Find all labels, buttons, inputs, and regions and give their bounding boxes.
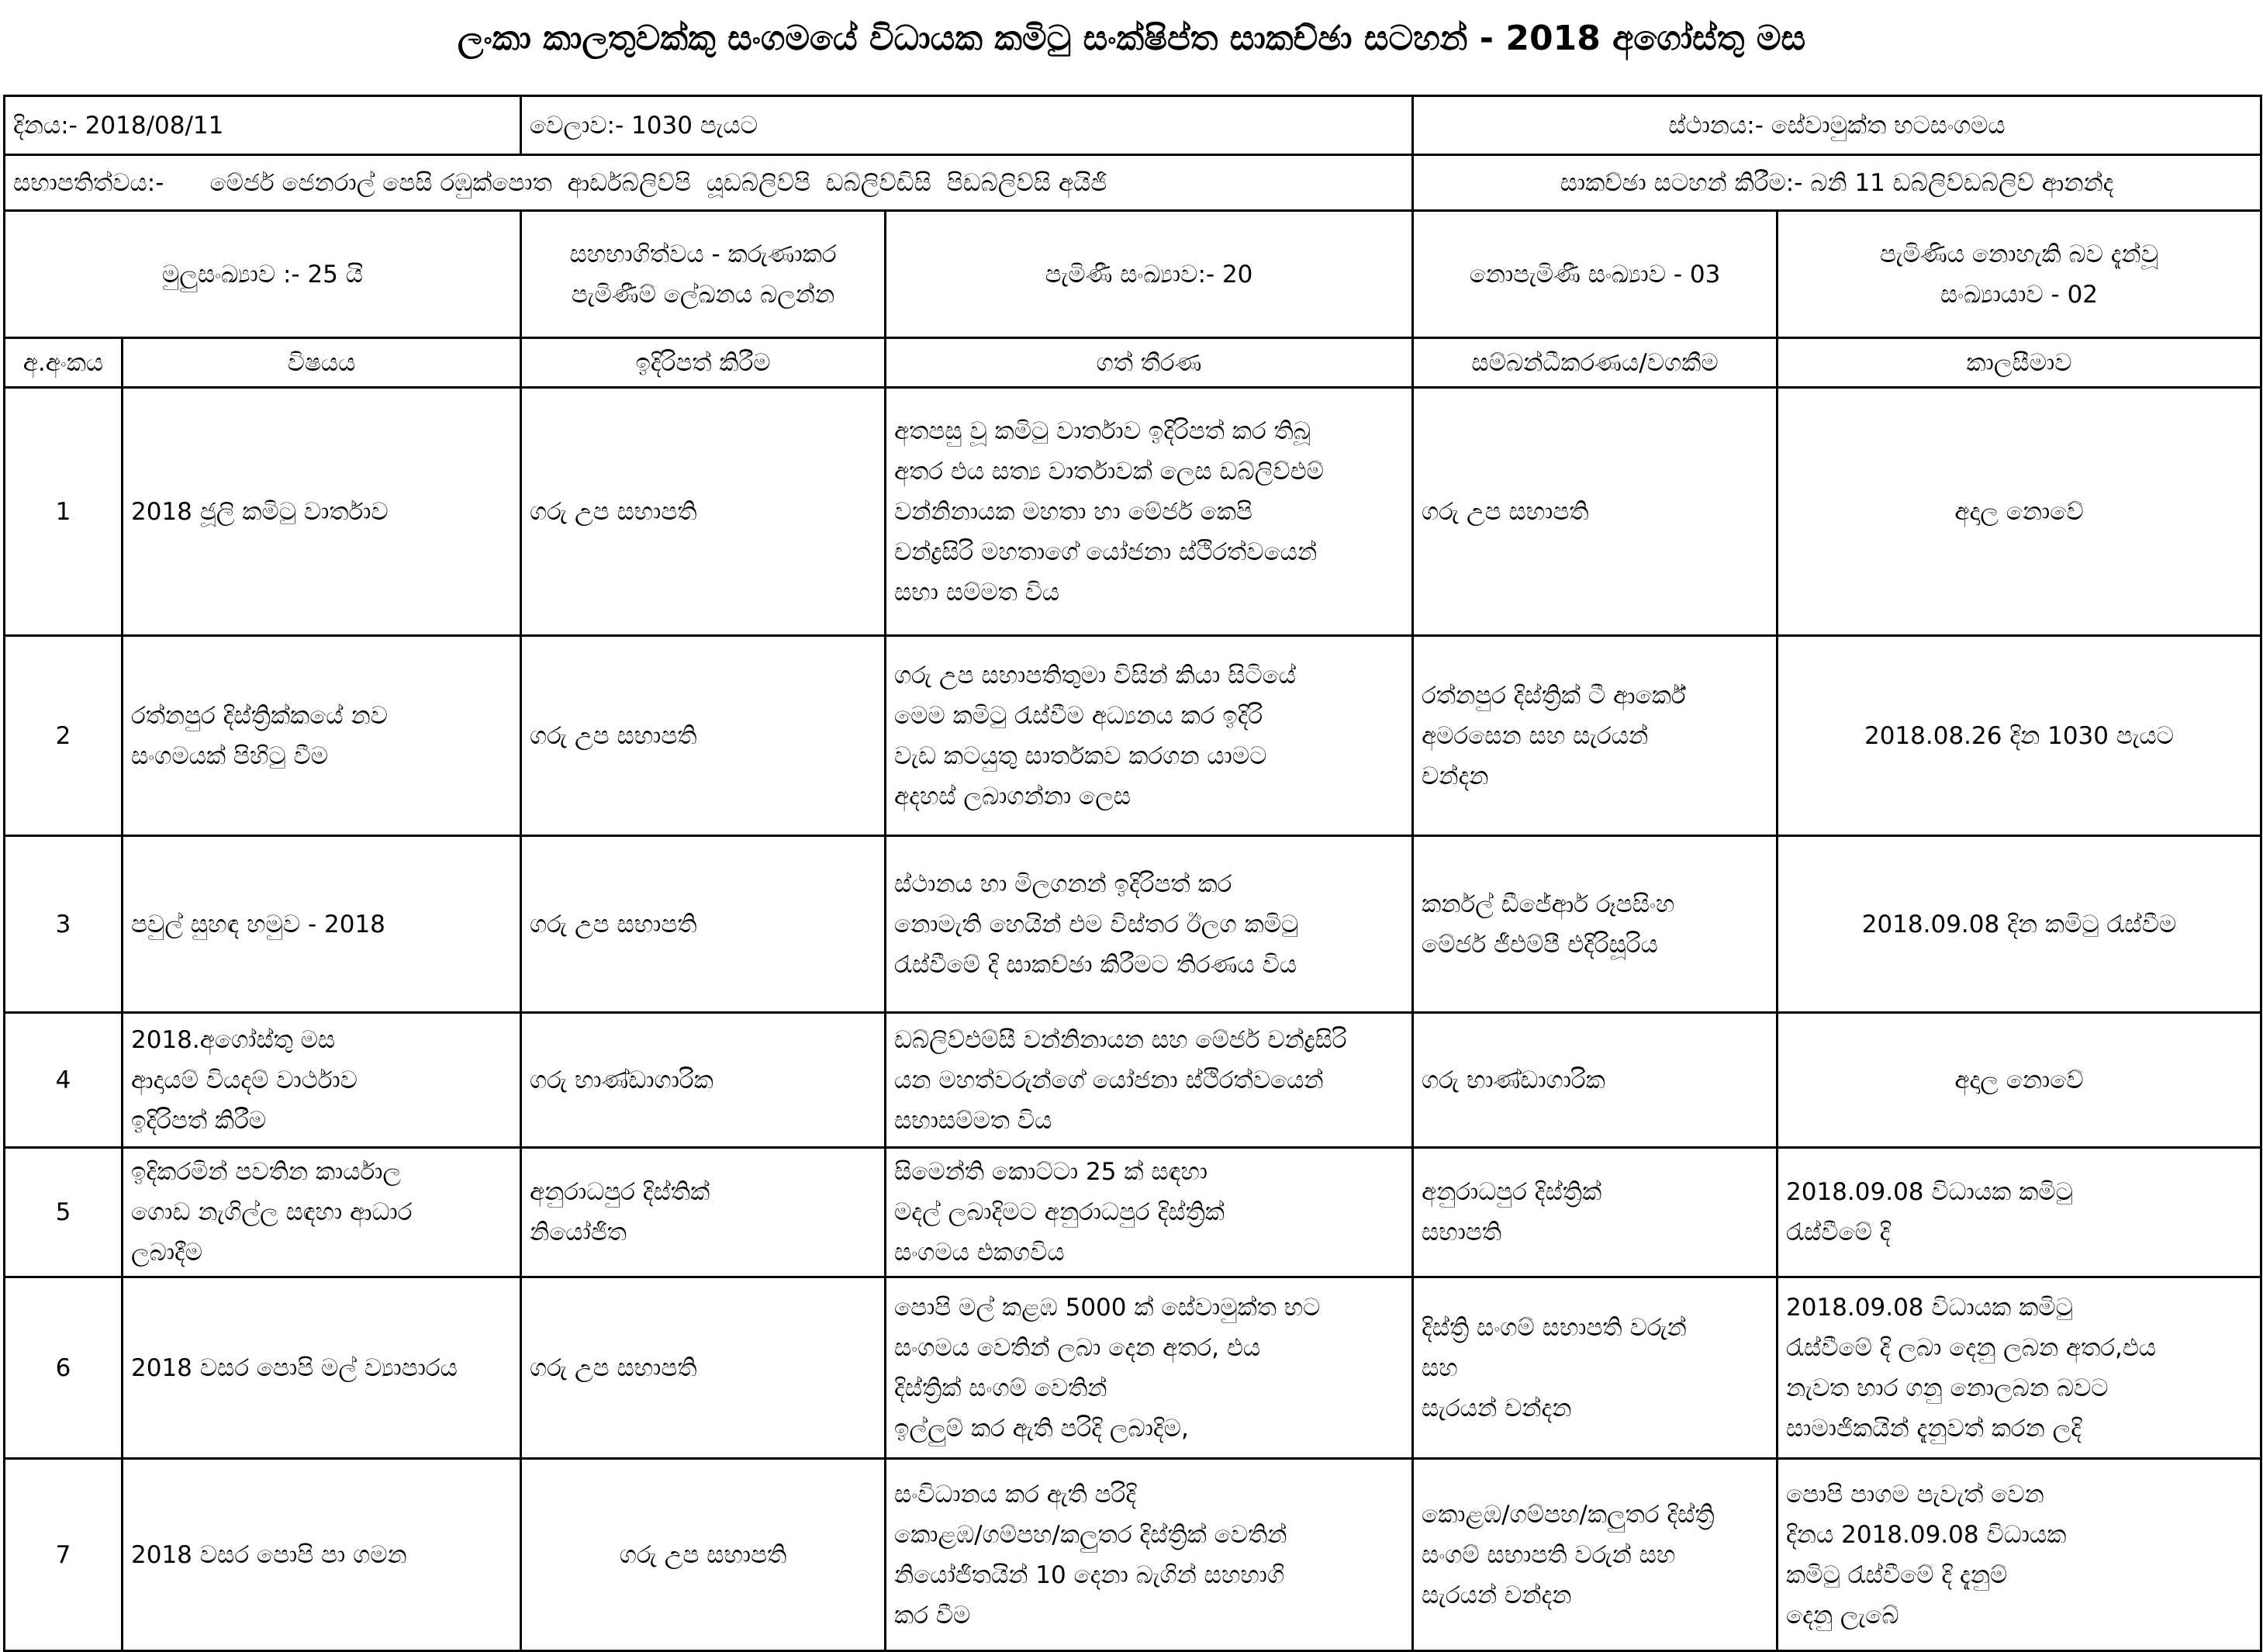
row-number: 5 bbox=[5, 1148, 123, 1277]
row-responsibility: දිස්ත්‍රි සංගම් සභාපති වරුන් සහ සැරයන් චන්දන bbox=[1413, 1277, 1778, 1459]
row-decision: සංවිධානය කර ඇති පරිදි කොළඹ/ගම්පහ/කලුතර දිස්ත්‍රික් වෙතින් නියෝජිතයින් 10 දෙනා බැගින් සහභාගි කර වීම bbox=[886, 1459, 1413, 1651]
table-row bbox=[5, 1148, 2261, 1277]
table-row bbox=[5, 388, 2261, 636]
row-number: 7 bbox=[5, 1459, 123, 1651]
meeting-time: වෙලාව:- 1030 පැයට bbox=[521, 96, 1413, 155]
row-number: 2 bbox=[5, 636, 123, 836]
row-responsibility: කර්නල් ඩීජේආර් රූපසිංහ මේජර් ජීඑම්පී එදිරිසූරිය bbox=[1413, 836, 1778, 1013]
row-presented-by: ගරු උප සභාපති bbox=[521, 836, 886, 1013]
header-presented: ඉදිරිපත් කිරීම bbox=[521, 338, 886, 388]
minutes-by: සාකච්ඡා සටහන් කිරීම:- බනි 11 ඩබ්ලිව්ඩබ්ලිව් ආනන්ද bbox=[1413, 155, 2261, 211]
meta-row-2 bbox=[5, 155, 2261, 211]
row-deadline: අදාල නොවේ bbox=[1778, 1013, 2261, 1148]
row-presented-by: ගරු උප සභාපති bbox=[521, 1277, 886, 1459]
row-number: 6 bbox=[5, 1277, 123, 1459]
meta-row-1 bbox=[5, 96, 2261, 155]
row-responsibility: අනුරාධපුර දිස්ත්‍රික් සභාපති bbox=[1413, 1148, 1778, 1277]
row-deadline: 2018.09.08 විධායක කමිටු රැස්වීමේ දි ලබා දෙනු ලබන අතර,එය නැවත භාර ගනු නොලබන බවට සාමාජිකයින් දැනුවත් කරන ලදි bbox=[1778, 1277, 2261, 1459]
row-decision: ඩබ්ලිව්එම්සී වන්නිනායන සහ මේජර් චන්ද්‍රසිරි යන මහත්වරුන්ගේ යෝජනා ස්ථිරත්වයෙන් සභාසම්මත විය bbox=[886, 1013, 1413, 1148]
row-responsibility: ගරු උප සභාපති bbox=[1413, 388, 1778, 636]
row-decision: ගරු උප සභාපතිතුමා විසින් කියා සිටියේ මෙම කමිටු රැස්වීම අධ්‍යනය කර ඉදිරි වැඩ කටයුතු සාර්තකව කරගන යාමට අදහස් ලබාගන්නා ලෙස bbox=[886, 636, 1413, 836]
row-subject: පවුල් සුහඳ හමුව - 2018 bbox=[123, 836, 521, 1013]
row-decision: අතපසු වූ කමිටු වාර්තාව ඉදිරිපත් කර තිබූ අතර එය සත්‍ය වාර්තාවක් ලෙස ඩබ්ලිව්එම් වන්නිනායක මහතා හා මේජර් කෙපි චන්ද්‍රසිරි මහතාගේ යෝජනා ස්ථිරත්වයෙන් සභා සම්මත විය bbox=[886, 388, 1413, 636]
row-subject: 2018 වසර පොපි පා ගමන bbox=[123, 1459, 521, 1651]
row-deadline: පොපි පාගම පැවැත් වෙන දිනය 2018.09.08 විධායක කමිටු රැස්වීමේ දි දැනුම් දෙනු ලැබේ bbox=[1778, 1459, 2261, 1651]
stats-row bbox=[5, 211, 2261, 338]
row-decision: ස්ථානය හා මිලගනන් ඉදිරිපත් කර නොමැති හෙයින් එම විස්තර ඊලග කමිටු රැස්වීමේ දි සාකච්ඡා කිරීමට තිරණය විය bbox=[886, 836, 1413, 1013]
row-decision: සිමෙන්ති කොට්ටා 25 ක් සඳහා මදල් ලබාදිමට අනුරාධපුර දිස්ත්‍රික් සංගමය එකගවිය bbox=[886, 1148, 1413, 1277]
table-row bbox=[5, 1459, 2261, 1651]
meeting-venue: ස්ථානය:- සේවාමුක්ත භටසංගමය bbox=[1413, 96, 2261, 155]
row-subject: 2018 ජූලි කමිටු වාර්තාව bbox=[123, 388, 521, 636]
row-deadline: 2018.09.08 විධායක කමිටු රැස්වීමේ දි bbox=[1778, 1148, 2261, 1277]
row-presented-by: අනුරාධපුර දිස්තික් නියෝජිත bbox=[521, 1148, 886, 1277]
table-row bbox=[5, 836, 2261, 1013]
minutes-table bbox=[3, 95, 2262, 1652]
header-decision: ගත් තීරණ bbox=[886, 338, 1413, 388]
meeting-chair: සභාපතිත්වය:- මේජර් ජෙනරාල් පෙසි රඹුක්පොත ආර්ඩබ්ලිව්පි යූඩබ්ලිව්පි ඩබ්ලිව්ඩිසි පිඩබ්ලිව්සි අයිජි bbox=[5, 155, 1413, 211]
row-presented-by: ගරු උප සභාපති bbox=[521, 1459, 886, 1651]
participation-note: සහභාගිත්වය - කරුණාකර පැමිණීම් ලේඛනය බලන්න bbox=[521, 211, 886, 338]
present-count: පැමිණී සංඛ්‍යාව:- 20 bbox=[886, 211, 1413, 338]
header-subject: විෂයය bbox=[123, 338, 521, 388]
row-presented-by: ගරු උප සභාපති bbox=[521, 388, 886, 636]
row-deadline: 2018.09.08 දින කමිටු රැස්වීම bbox=[1778, 836, 2261, 1013]
header-no: අ.අංකය bbox=[5, 338, 123, 388]
document-title: ලංකා කාලතුවක්කු සංගමයේ විධායක කමිටු සංක්ෂිප්ත සාකච්ඡා සටහන් - 2018 අගෝස්තු මස bbox=[457, 19, 1806, 58]
table-row bbox=[5, 1277, 2261, 1459]
table-row bbox=[5, 636, 2261, 836]
row-number: 3 bbox=[5, 836, 123, 1013]
row-subject: රත්නපුර දිස්ත්‍රික්කයේ නව සංගමයක් පිහිටු වීම bbox=[123, 636, 521, 836]
row-subject: ඉදිකරමින් පවතින කාර්යාල ගොඩ නැගිල්ල සඳහා ආධාර ලබාදීම bbox=[123, 1148, 521, 1277]
row-presented-by: ගරු භාණ්ඩාගාරික bbox=[521, 1013, 886, 1148]
row-deadline: 2018.08.26 දින 1030 පැයට bbox=[1778, 636, 2261, 836]
column-header-row bbox=[5, 338, 2261, 388]
row-presented-by: ගරු උප සභාපති bbox=[521, 636, 886, 836]
header-deadline: කාලසීමාව bbox=[1778, 338, 2261, 388]
row-responsibility: ගරු භාණ්ඩාගාරික bbox=[1413, 1013, 1778, 1148]
total-members: මුලුසංඛ්‍යාව :- 25 යි bbox=[5, 211, 521, 338]
row-deadline: අදාල නොවේ bbox=[1778, 388, 2261, 636]
header-responsibility: සම්බන්ධීකරණය/වගකීම bbox=[1413, 338, 1778, 388]
row-number: 1 bbox=[5, 388, 123, 636]
absent-count: නොපැමිණී සංඛ්‍යාව - 03 bbox=[1413, 211, 1778, 338]
row-responsibility: රත්නපුර දිස්ත්‍රික් ටී ආර්කේ අමරසෙන සහ සැරයන් චන්දන bbox=[1413, 636, 1778, 836]
excused-count: පැමිණිය නොහැකි බව දැන්වූ සංඛ්‍යායාව - 02 bbox=[1778, 211, 2261, 338]
row-subject: 2018 වසර පොපි මල් ව්‍යාපාරය bbox=[123, 1277, 521, 1459]
table-row bbox=[5, 1013, 2261, 1148]
row-decision: පොපි මල් කළඹ 5000 ක් සේවාමුක්ත භට සංගමය වෙතින් ලබා දෙන අතර, එය දිස්ත්‍රික් සංගම් වෙතින් ඉල්ලුම් කර ඇති පරිදි ලබාදිම, bbox=[886, 1277, 1413, 1459]
row-responsibility: කොළඹ/ගම්පහ/කලුතර දිස්ත්‍රි සංගම් සභාපති වරුන් සහ සැරයන් චන්දන bbox=[1413, 1459, 1778, 1651]
row-subject: 2018.අගෝස්තු මස ආදායම් වියදම් වාර්ථාව ඉදිරිපත් කිරීම bbox=[123, 1013, 521, 1148]
meeting-date: දිනය:- 2018/08/11 bbox=[5, 96, 521, 155]
row-number: 4 bbox=[5, 1013, 123, 1148]
